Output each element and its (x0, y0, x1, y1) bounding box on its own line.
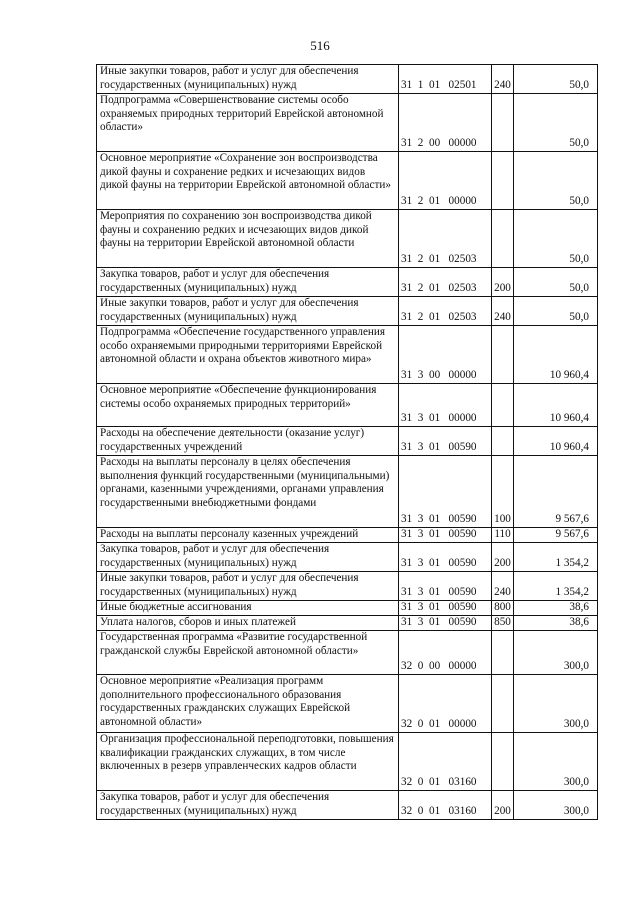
row-name (97, 384, 399, 427)
row-amount (514, 601, 598, 616)
row-amount (514, 326, 598, 384)
row-expense-type-text: 240 (494, 311, 511, 324)
row-amount (514, 427, 598, 456)
table-row (97, 94, 598, 152)
row-expense-type (492, 543, 514, 572)
table-row (97, 572, 598, 601)
row-name (97, 456, 399, 528)
row-name-text: Иные закупки товаров, работ и услуг для обеспечения государственных (муниципальных) нужд (100, 65, 359, 91)
row-target-article-text: 32 0 00 00000 (401, 660, 477, 673)
row-target-article (399, 94, 492, 152)
row-amount (514, 631, 598, 675)
row-amount-text: 38,6 (569, 601, 589, 614)
row-name (97, 543, 399, 572)
row-name (97, 210, 399, 268)
row-expense-type-text: 800 (494, 601, 511, 614)
row-amount-text: 50,0 (569, 311, 589, 324)
row-amount-text: 1 354,2 (555, 586, 589, 599)
row-amount-text: 10 960,4 (549, 441, 589, 454)
row-amount (514, 152, 598, 210)
row-name-text: Основное мероприятие «Сохранение зон воспроизводства дикой фауны и сохранение редких и исчезающих видов дикой фауны на территории Еврейской автономной области» (100, 152, 391, 192)
row-target-article-text: 31 3 00 00000 (401, 369, 477, 382)
row-amount (514, 268, 598, 297)
row-amount (514, 791, 598, 820)
row-amount-text: 300,0 (563, 776, 589, 789)
row-amount-text: 10 960,4 (549, 369, 589, 382)
row-target-article (399, 543, 492, 572)
table-row (97, 631, 598, 675)
row-expense-type-text: 110 (494, 528, 511, 541)
row-name (97, 297, 399, 326)
row-amount (514, 94, 598, 152)
row-expense-type (492, 65, 514, 94)
row-name-text: Уплата налогов, сборов и иных платежей (100, 616, 296, 628)
row-name-text: Закупка товаров, работ и услуг для обеспечения государственных (муниципальных) нужд (100, 791, 330, 817)
row-name (97, 733, 399, 791)
row-target-article (399, 297, 492, 326)
row-target-article (399, 616, 492, 631)
row-amount-text: 38,6 (569, 616, 589, 629)
row-name (97, 791, 399, 820)
row-amount (514, 675, 598, 733)
row-target-article (399, 427, 492, 456)
row-target-article (399, 268, 492, 297)
row-expense-type (492, 601, 514, 616)
row-amount (514, 65, 598, 94)
row-amount-text: 10 960,4 (549, 412, 589, 425)
row-name (97, 427, 399, 456)
row-expense-type (492, 384, 514, 427)
row-name-text: Расходы на обеспечение деятельности (оказание услуг) государственных учреждений (100, 427, 365, 453)
row-amount (514, 572, 598, 601)
row-amount-text: 300,0 (563, 660, 589, 673)
row-amount-text: 300,0 (563, 718, 589, 731)
row-name-text: Подпрограмма «Обеспечение государственного управления особо охраняемыми природными территориями Еврейской автономной области и охрана объектов животного мира» (100, 326, 386, 366)
row-expense-type-text: 200 (494, 805, 511, 818)
row-target-article-text: 31 3 01 00590 (401, 528, 477, 541)
row-name (97, 528, 399, 543)
row-amount-text: 9 567,6 (555, 513, 589, 526)
table-row (97, 543, 598, 572)
row-target-article (399, 210, 492, 268)
row-amount-text: 50,0 (569, 137, 589, 150)
row-target-article (399, 572, 492, 601)
row-amount-text: 300,0 (563, 805, 589, 818)
row-expense-type-text: 240 (494, 586, 511, 599)
table-row (97, 601, 598, 616)
row-target-article-text: 31 3 01 00000 (401, 412, 477, 425)
row-name (97, 65, 399, 94)
row-target-article-text: 31 2 00 00000 (401, 137, 477, 150)
row-name-text: Расходы на выплаты персоналу казенных учреждений (100, 528, 359, 540)
row-target-article (399, 601, 492, 616)
row-expense-type-text: 100 (494, 513, 511, 526)
row-expense-type (492, 675, 514, 733)
table-row (97, 65, 598, 94)
row-name-text: Иные закупки товаров, работ и услуг для обеспечения государственных (муниципальных) нужд (100, 572, 359, 598)
row-amount (514, 733, 598, 791)
row-target-article-text: 32 0 01 03160 (401, 805, 477, 818)
row-amount (514, 456, 598, 528)
row-name-text: Иные закупки товаров, работ и услуг для обеспечения государственных (муниципальных) нужд (100, 297, 359, 323)
row-expense-type-text: 200 (494, 557, 511, 570)
row-expense-type (492, 152, 514, 210)
table-row (97, 268, 598, 297)
row-expense-type (492, 456, 514, 528)
row-name (97, 631, 399, 675)
row-expense-type (492, 572, 514, 601)
row-target-article-text: 31 1 01 02501 (401, 79, 477, 92)
row-target-article (399, 152, 492, 210)
row-target-article-text: 31 3 01 00590 (401, 601, 477, 614)
row-target-article (399, 456, 492, 528)
table-row (97, 297, 598, 326)
row-expense-type-text: 200 (494, 282, 511, 295)
row-expense-type (492, 297, 514, 326)
row-amount-text: 9 567,6 (555, 528, 589, 541)
table-body (97, 65, 598, 820)
page-number: 516 (310, 38, 330, 53)
row-amount-text: 50,0 (569, 195, 589, 208)
row-target-article (399, 675, 492, 733)
row-target-article-text: 32 0 01 03160 (401, 776, 477, 789)
table-row (97, 528, 598, 543)
row-target-article-text: 31 3 01 00590 (401, 586, 477, 599)
row-name-text: Мероприятия по сохранению зон воспроизводства дикой фауны и сохранению редких и исчезающих видов дикой фауны на территории Еврейской автономной области (100, 210, 372, 250)
row-expense-type (492, 427, 514, 456)
row-name-text: Расходы на выплаты персоналу в целях обеспечения выполнения функций государственными (муниципальными) органами, казенными учреждениями, органами управления государственными внебюджетными фондами (100, 456, 390, 509)
table-row (97, 791, 598, 820)
table-row (97, 616, 598, 631)
budget-table (96, 64, 598, 820)
row-amount (514, 297, 598, 326)
table-row (97, 733, 598, 791)
row-expense-type-text: 850 (494, 616, 511, 629)
row-name (97, 268, 399, 297)
row-amount-text: 50,0 (569, 282, 589, 295)
row-name-text: Основное мероприятие «Обеспечение функционирования системы особо охраняемых природных территорий» (100, 384, 377, 410)
row-target-article (399, 384, 492, 427)
table-row (97, 384, 598, 427)
row-name (97, 675, 399, 733)
row-name-text: Государственная программа «Развитие государственной гражданской службы Еврейской автономной области» (100, 631, 368, 657)
row-expense-type (492, 616, 514, 631)
table-row (97, 427, 598, 456)
row-expense-type (492, 791, 514, 820)
table-row (97, 326, 598, 384)
row-expense-type (492, 733, 514, 791)
row-name-text: Основное мероприятие «Реализация программ дополнительного профессионального образования государственных гражданских служащих Еврейской автономной области» (100, 675, 351, 728)
row-target-article-text: 31 3 01 00590 (401, 513, 477, 526)
row-target-article (399, 733, 492, 791)
row-name-text: Иные бюджетные ассигнования (100, 601, 252, 613)
row-target-article-text: 31 2 01 02503 (401, 282, 477, 295)
row-amount-text: 1 354,2 (555, 557, 589, 570)
table-row (97, 152, 598, 210)
row-amount (514, 616, 598, 631)
row-target-article-text: 31 3 01 00590 (401, 441, 477, 454)
row-expense-type (492, 326, 514, 384)
row-target-article-text: 31 2 01 02503 (401, 253, 477, 266)
row-name (97, 616, 399, 631)
row-amount (514, 543, 598, 572)
row-target-article-text: 31 2 01 00000 (401, 195, 477, 208)
row-name (97, 572, 399, 601)
row-expense-type (492, 268, 514, 297)
row-expense-type-text: 240 (494, 79, 511, 92)
row-target-article (399, 528, 492, 543)
row-target-article (399, 65, 492, 94)
row-name (97, 94, 399, 152)
row-target-article-text: 31 3 01 00590 (401, 616, 477, 629)
row-name (97, 152, 399, 210)
row-target-article (399, 631, 492, 675)
row-name (97, 601, 399, 616)
row-name-text: Организация профессиональной переподготовки, повышения квалификации гражданских служащих, в том числе включенных в резерв управленческих кадров области (100, 733, 394, 773)
row-target-article-text: 31 3 01 00590 (401, 557, 477, 570)
row-amount (514, 384, 598, 427)
row-name-text: Закупка товаров, работ и услуг для обеспечения государственных (муниципальных) нужд (100, 543, 330, 569)
row-amount-text: 50,0 (569, 79, 589, 92)
row-expense-type (492, 94, 514, 152)
row-name-text: Подпрограмма «Совершенствование системы особо охраняемых природных территорий Еврейской автономной области» (100, 94, 384, 134)
row-amount (514, 210, 598, 268)
row-expense-type (492, 631, 514, 675)
row-name (97, 326, 399, 384)
row-expense-type (492, 210, 514, 268)
row-target-article (399, 326, 492, 384)
row-target-article-text: 32 0 01 00000 (401, 718, 477, 731)
row-target-article (399, 791, 492, 820)
row-target-article-text: 31 2 01 02503 (401, 311, 477, 324)
table-row (97, 210, 598, 268)
row-amount (514, 528, 598, 543)
row-expense-type (492, 528, 514, 543)
table-row (97, 456, 598, 528)
row-name-text: Закупка товаров, работ и услуг для обеспечения государственных (муниципальных) нужд (100, 268, 330, 294)
table-row (97, 675, 598, 733)
row-amount-text: 50,0 (569, 253, 589, 266)
